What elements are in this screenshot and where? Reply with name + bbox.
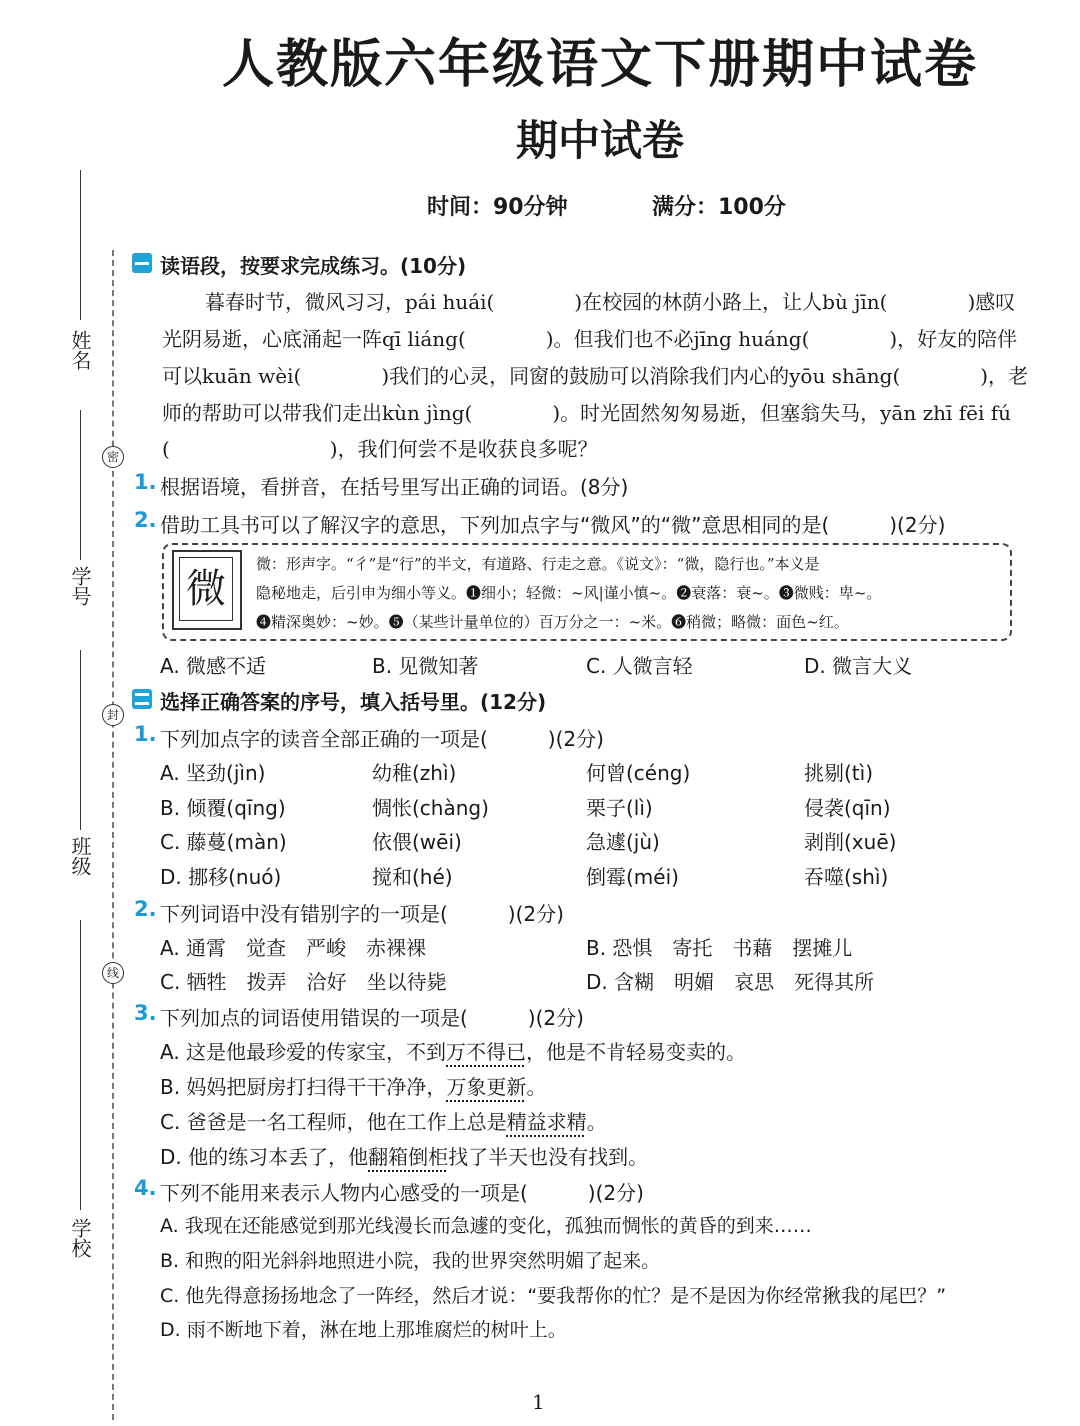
- exam-full-score: 满分：100分: [652, 195, 786, 220]
- pinyin-item: 幼稚(zhì): [372, 761, 457, 785]
- class-write-line: [80, 650, 81, 830]
- feeling-option: D. 雨不断地下着，淋在地上那堆腐烂的树叶上。: [160, 1319, 567, 1341]
- question-text: 根据语境，看拼音，在括号里写出正确的词语。(8分): [160, 475, 629, 499]
- option-text: 。: [586, 1110, 607, 1134]
- school-label: 学校: [68, 1218, 92, 1258]
- option-text: 找了半天也没有找到。: [448, 1145, 649, 1169]
- pinyin-item: 惆怅(chàng): [372, 796, 489, 820]
- dictionary-line: 微：形声字。“彳”是“行”的半文，有道路、行走之意。《说文》：“微，隐行也。”本义是: [256, 555, 820, 573]
- dictionary-line: 隐秘地走，后引申为细小等义。❶细小；轻微：~风|谨小慎~。❷衰落：衰~。❸微贱：卑~。: [256, 584, 882, 602]
- question-number: 2.: [134, 897, 157, 921]
- option-text: C. 爸爸是一名工程师，他在工作上总是: [160, 1110, 507, 1134]
- section-two-icon: [132, 689, 152, 709]
- option-a: A. 微感不适: [160, 654, 267, 678]
- passage-line: 可以kuān wèi( )我们的心灵，同窗的鼓励可以消除我们内心的yōu shāng( )，老: [162, 364, 1029, 388]
- pinyin-item: 挑剔(tì): [804, 761, 874, 785]
- question-text: 下列加点字的读音全部正确的一项是( )(2分): [160, 727, 604, 751]
- dictionary-line: ❹精深奥妙：~妙。❺（某些计量单位的）百万分之一：~米。❻稍微；略微：面色~红。: [256, 613, 849, 631]
- question-text: 下列不能用来表示人物内心感受的一项是( )(2分): [160, 1181, 644, 1205]
- pinyin-item: 剥削(xuē): [804, 830, 897, 854]
- pinyin-item: 搅和(hé): [372, 865, 453, 889]
- option-text: ，他是不肯轻易变卖的。: [526, 1040, 747, 1064]
- name-write-line: [80, 170, 81, 320]
- class-label: 班级: [68, 836, 92, 876]
- name-label: 姓名: [68, 330, 92, 370]
- question-text: 下列加点的词语使用错误的一项是( )(2分): [160, 1006, 584, 1030]
- page-number: 1: [532, 1390, 545, 1414]
- seal-script-character: [172, 550, 242, 630]
- pinyin-item: A. 坚劲(jìn): [160, 761, 266, 785]
- usage-option: [160, 1071, 546, 1100]
- pinyin-item: 侵袭(qīn): [804, 796, 891, 820]
- option-b: B. 见微知著: [372, 654, 479, 678]
- pinyin-item: 吞噬(shì): [804, 865, 889, 889]
- binding-dashed-line: [112, 250, 114, 1420]
- seal-character: 微: [179, 557, 233, 621]
- word-option: C. 牺牲 拨弄 洽好 坐以待毙: [160, 970, 447, 994]
- word-option: B. 恐惧 寄托 书藉 摆摊儿: [586, 936, 853, 960]
- usage-option: [160, 1141, 648, 1170]
- passage-line: 暮春时节，微风习习，pái huái( )在校园的林荫小路上，让人bù jīn( )感叹: [205, 290, 1016, 314]
- question-text: 借助工具书可以了解汉字的意思，下列加点字与“微风”的“微”意思相同的是( )(2分): [160, 513, 946, 537]
- pinyin-item: 急遽(jù): [586, 830, 660, 854]
- section-one-title: 读语段，按要求完成练习。(10分): [160, 254, 467, 278]
- word-option: D. 含糊 明媚 哀思 死得其所: [586, 970, 875, 994]
- dotted-phrase: 翻箱倒柜: [368, 1145, 449, 1169]
- section-two-title: 选择正确答案的序号，填入括号里。(12分): [160, 690, 547, 714]
- usage-option: [160, 1036, 746, 1065]
- question-text: 下列词语中没有错别字的一项是( )(2分): [160, 902, 564, 926]
- pinyin-item: 倒霉(méi): [586, 865, 679, 889]
- pinyin-item: C. 藤蔓(màn): [160, 830, 287, 854]
- passage-line: 师的帮助可以带我们走出kùn jìng( )。时光固然匆匆易逝，但塞翁失马，yān zhī fēi fú: [162, 401, 1012, 425]
- section-one-icon: [132, 253, 152, 273]
- seal-mark-xian: 线: [102, 962, 124, 984]
- word-option: A. 通霄 觉查 严峻 赤裸裸: [160, 936, 427, 960]
- option-d: D. 微言大义: [804, 654, 913, 678]
- feeling-option: B. 和煦的阳光斜斜地照进小院，我的世界突然明媚了起来。: [160, 1250, 661, 1272]
- question-number: 4.: [134, 1176, 157, 1200]
- page-title: 人教版六年级语文下册期中试卷: [221, 35, 978, 95]
- option-text: B. 妈妈把厨房打扫得干干净净，: [160, 1075, 447, 1099]
- feeling-option: A. 我现在还能感觉到那光线漫长而急遽的变化，孤独而惆怅的黄昏的到来……: [160, 1215, 812, 1237]
- exam-time: 时间：90分钟: [427, 195, 568, 220]
- passage-line: ( )，我们何尝不是收获良多呢？: [162, 437, 598, 461]
- question-number: 3.: [134, 1001, 157, 1025]
- seal-mark-feng: 封: [102, 704, 124, 726]
- school-write-line: [80, 920, 81, 1210]
- option-text: 。: [526, 1075, 547, 1099]
- question-number: 1.: [134, 722, 157, 746]
- dotted-phrase: 精益求精: [506, 1110, 587, 1134]
- option-text: D. 他的练习本丢了，他: [160, 1145, 369, 1169]
- student-id-label: 学号: [68, 566, 92, 606]
- dotted-phrase: 万象更新: [446, 1075, 527, 1099]
- option-c: C. 人微言轻: [586, 654, 693, 678]
- pinyin-item: 何曾(céng): [586, 761, 691, 785]
- feeling-option: C. 他先得意扬扬地念了一阵经，然后才说：“要我帮你的忙？是不是因为你经常揪我的尾巴？”: [160, 1285, 947, 1307]
- question-number: 1.: [134, 470, 157, 494]
- dotted-phrase: 万不得已: [446, 1040, 527, 1064]
- seal-mark-mi: 密: [102, 446, 124, 468]
- page-subtitle: 期中试卷: [515, 116, 684, 165]
- student-id-write-line: [80, 410, 81, 560]
- usage-option: [160, 1106, 607, 1135]
- pinyin-item: 栗子(lì): [586, 796, 653, 820]
- pinyin-item: D. 挪移(nuó): [160, 865, 282, 889]
- option-text: A. 这是他最珍爱的传家宝，不到: [160, 1040, 447, 1064]
- passage-line: 光阴易逝，心底涌起一阵qī liáng( )。但我们也不必jīng huáng( )，好友的陪伴: [162, 327, 1018, 351]
- pinyin-item: B. 倾覆(qīng): [160, 796, 286, 820]
- question-number: 2.: [134, 508, 157, 532]
- pinyin-item: 依偎(wēi): [372, 830, 462, 854]
